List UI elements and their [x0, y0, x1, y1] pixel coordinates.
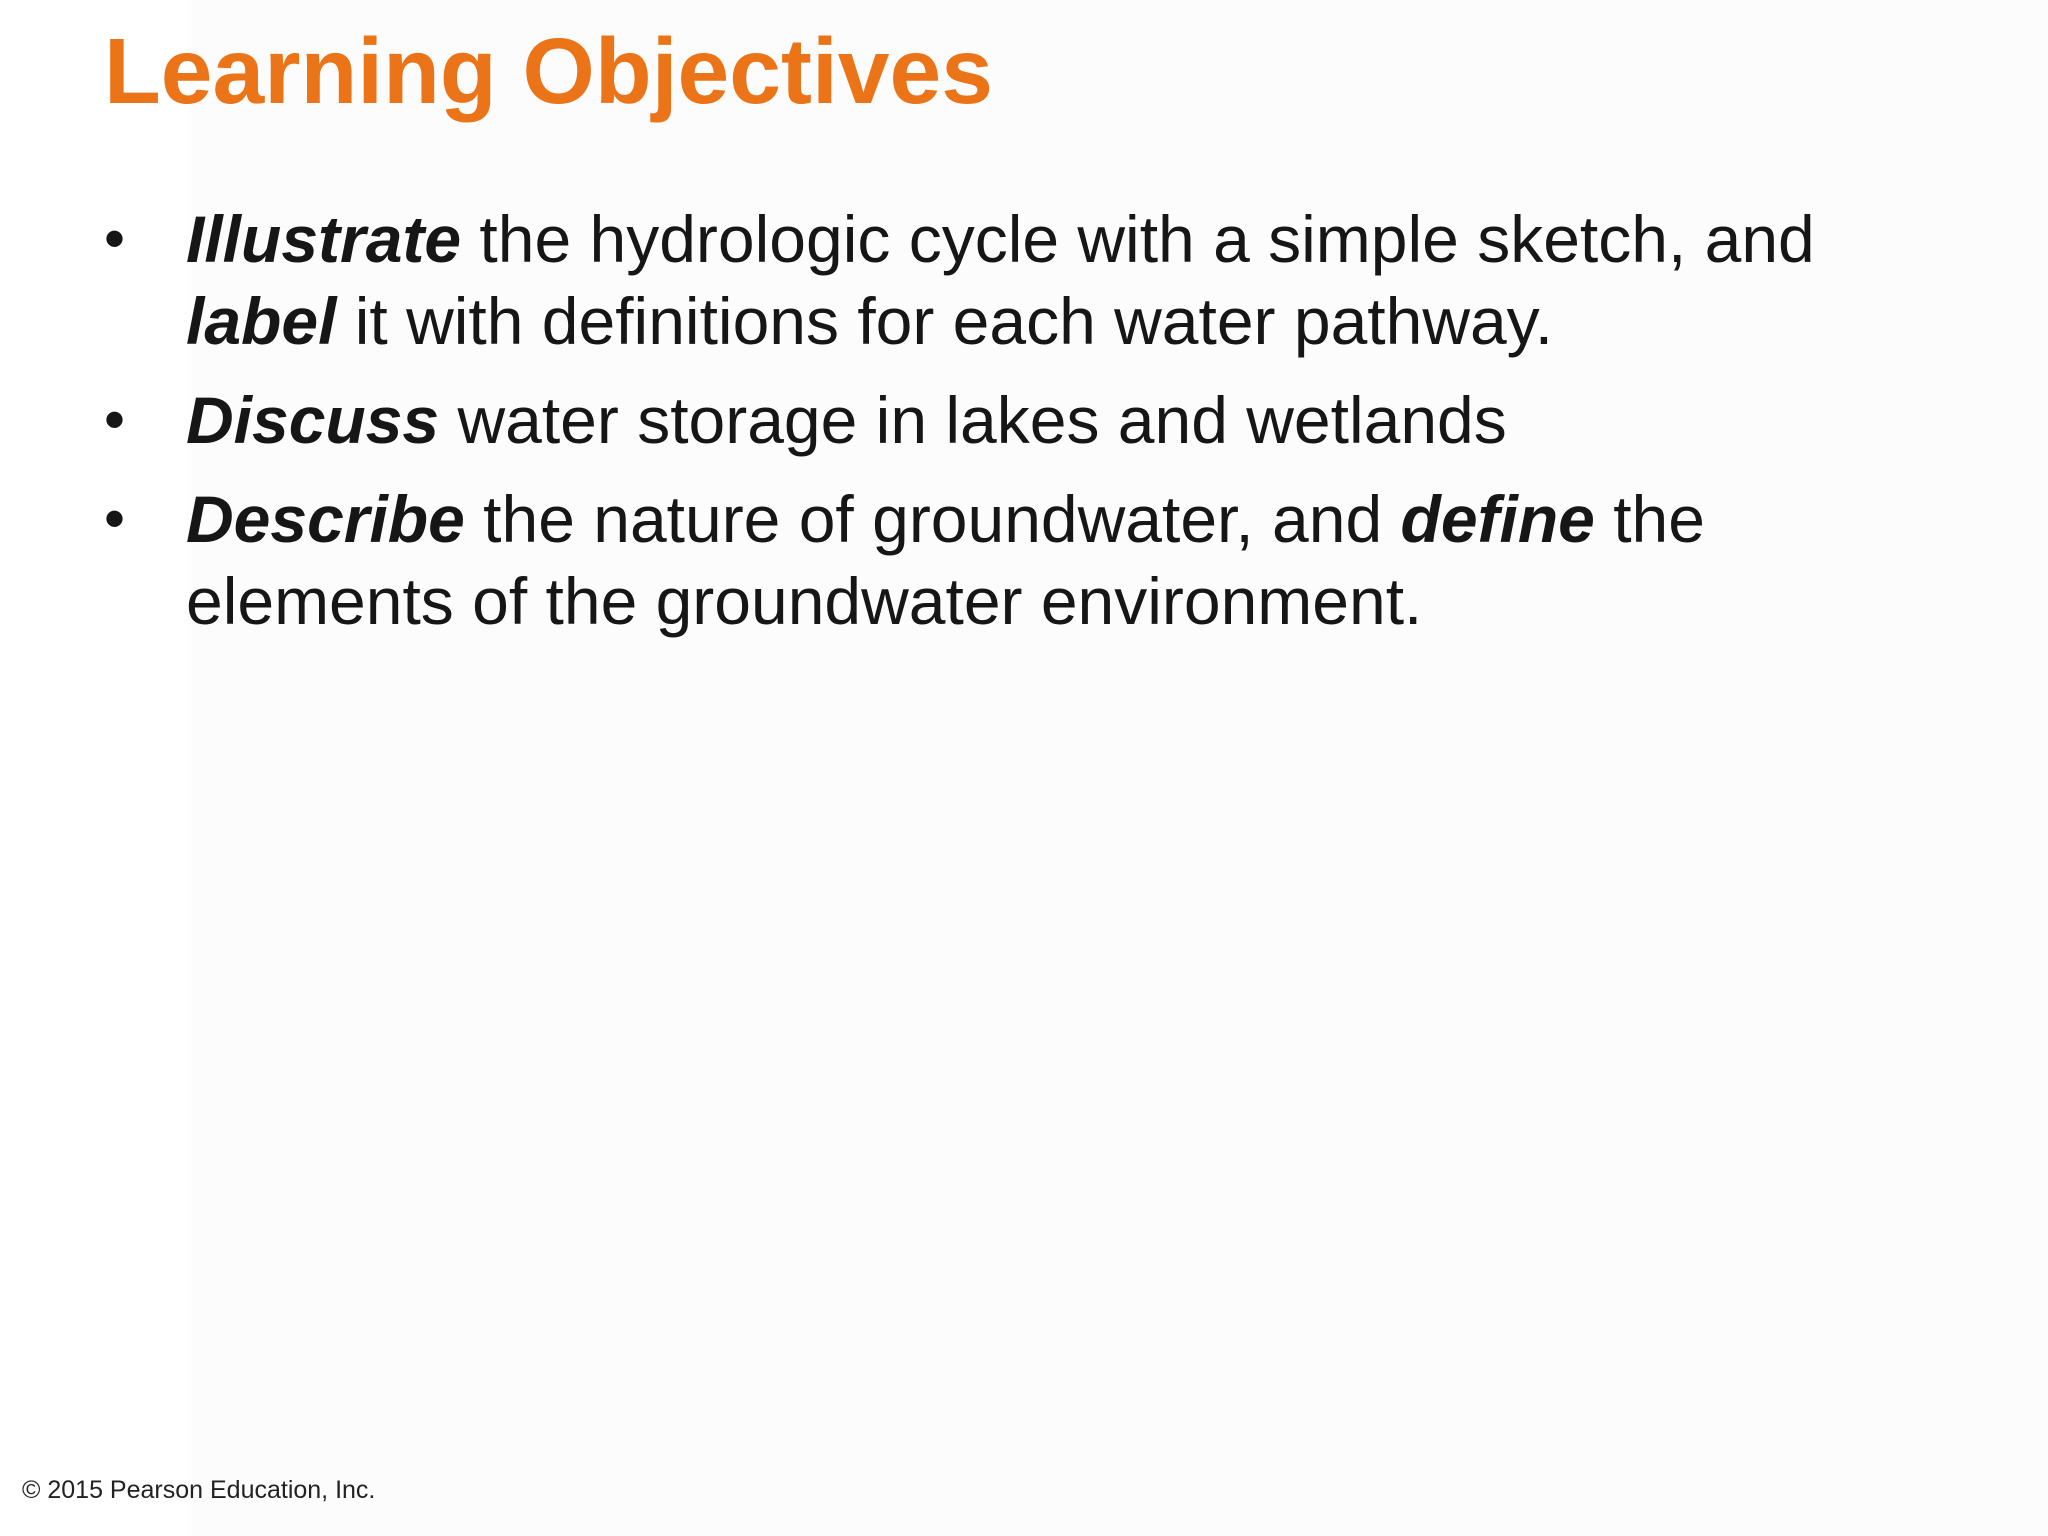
objective-item [104, 478, 1984, 642]
objective-item [104, 379, 1984, 461]
objective-text: the nature of groundwater, and [464, 482, 1401, 556]
slide-title: Learning Objectives [104, 19, 993, 123]
bullet-icon: • [104, 485, 126, 552]
bullet-icon: • [104, 205, 126, 272]
objective-keyword: Illustrate [186, 202, 462, 276]
objective-keyword: Describe [186, 482, 465, 556]
objectives-list [104, 198, 1984, 659]
objective-item [104, 198, 1984, 362]
objective-text: water storage in lakes and wetlands [439, 383, 1507, 457]
objective-text: it with definitions for each water pathway. [336, 284, 1554, 358]
objective-keyword: Discuss [186, 383, 440, 457]
copyright-footer: © 2015 Pearson Education, Inc. [22, 1476, 376, 1504]
objective-text: the elements of the groundwater environment. [186, 482, 1705, 638]
objective-keyword: label [186, 284, 337, 358]
bullet-icon: • [104, 386, 126, 453]
objective-keyword: define [1400, 482, 1595, 556]
objective-text: the hydrologic cycle with a simple sketch, and [461, 202, 1815, 276]
